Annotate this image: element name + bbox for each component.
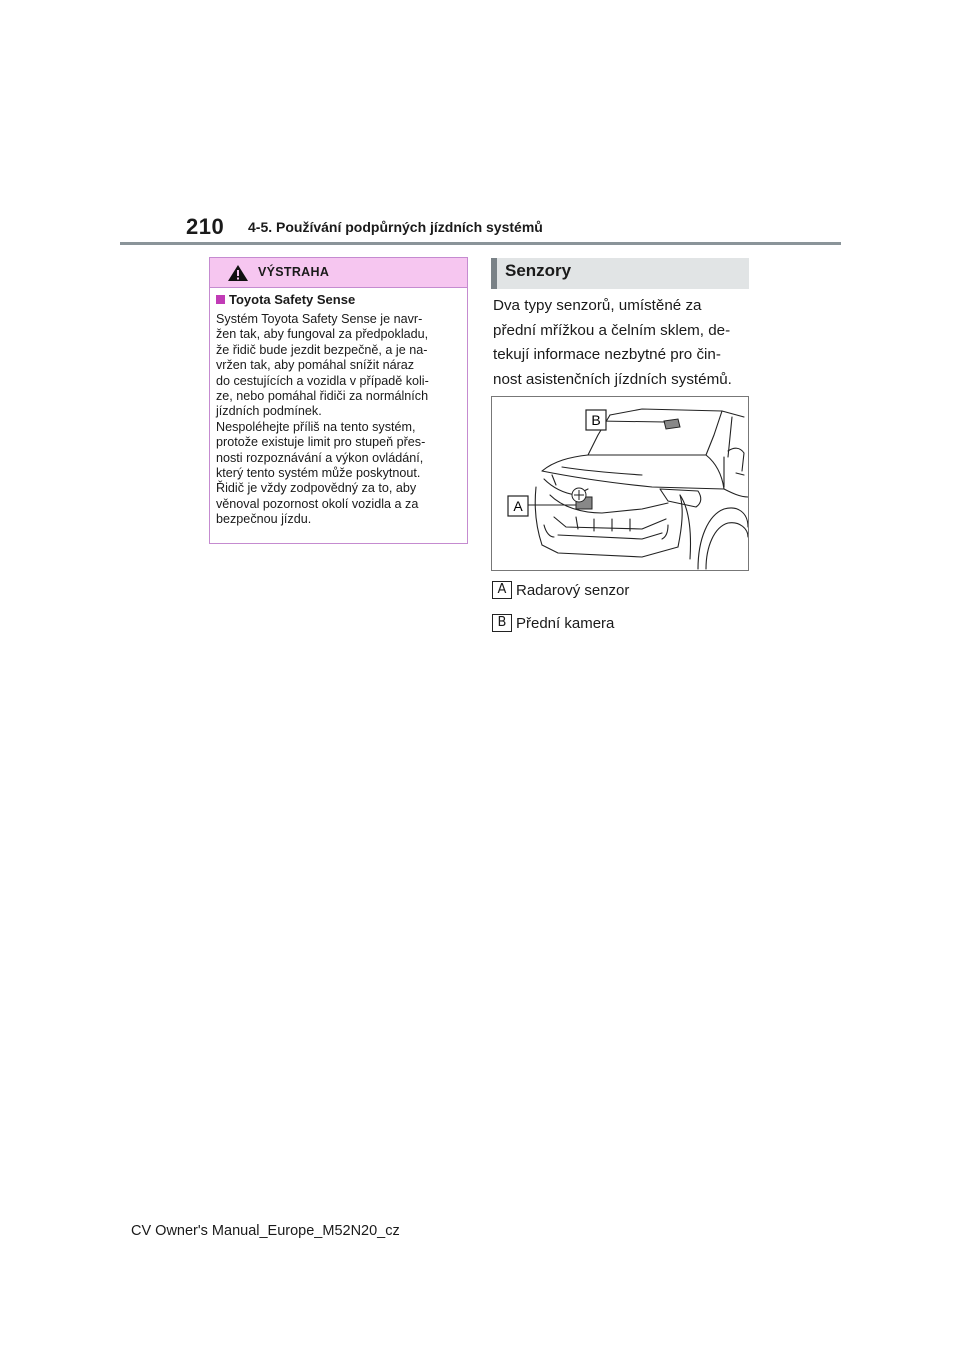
warning-header <box>210 258 467 288</box>
sensor-location-figure <box>491 396 749 571</box>
callout-b-label: B <box>591 412 601 428</box>
callout-a-box <box>508 496 528 516</box>
header-divider <box>120 242 841 245</box>
legend-label-a: Radarový senzor <box>516 581 630 599</box>
legend-item-camera <box>492 614 614 632</box>
callout-a-label: A <box>513 498 523 514</box>
warning-subhead-text: Toyota Safety Sense <box>229 292 356 307</box>
legend-label-b: Přední kamera <box>516 614 615 632</box>
warning-body: Systém Toyota Safety Sense je navr- žen tak, aby fungoval za předpokladu, že řidič bude jezdit bezpečně, a je na- vržen tak, aby pomáhal snížit náraz do cestujících a vozidla v případě koli- ze, nebo pomáhal řidiči za normálních jízdních podmínek. Nespoléhejte příliš na tento systém, protože existuje limit pro stupeň přes- nosti rozpoznávání a výkon ovládání, který tento systém může poskytnout. Řidič je vždy zodpovědný za to, aby věnoval pozornost okolí vozidla a za bezpečnou jízdu. <box>216 312 429 527</box>
page-number: 210 <box>186 214 225 239</box>
legend-key-a: A <box>492 581 512 599</box>
callout-b-box <box>586 410 606 430</box>
warning-subhead <box>216 292 355 307</box>
warning-triangle-icon <box>227 264 249 282</box>
square-bullet-icon <box>216 295 225 304</box>
legend-key-b: B <box>492 614 512 632</box>
sensors-title: Senzory <box>505 261 572 280</box>
car-front-illustration <box>492 397 748 570</box>
sensors-description: Dva typy senzorů, umístěné za přední mřížkou a čelním sklem, de- tekují informace nezbytné pro čin- nost asistenčních jízdních systémů. <box>493 297 732 388</box>
footer-text: CV Owner's Manual_Europe_M52N20_cz <box>131 1223 400 1239</box>
warning-title: VÝSTRAHA <box>258 265 330 279</box>
warning-box <box>209 257 468 544</box>
legend-item-radar <box>492 581 629 599</box>
sensors-heading <box>491 258 749 289</box>
section-title: 4-5. Používání podpůrných jízdních systémů <box>248 219 543 235</box>
